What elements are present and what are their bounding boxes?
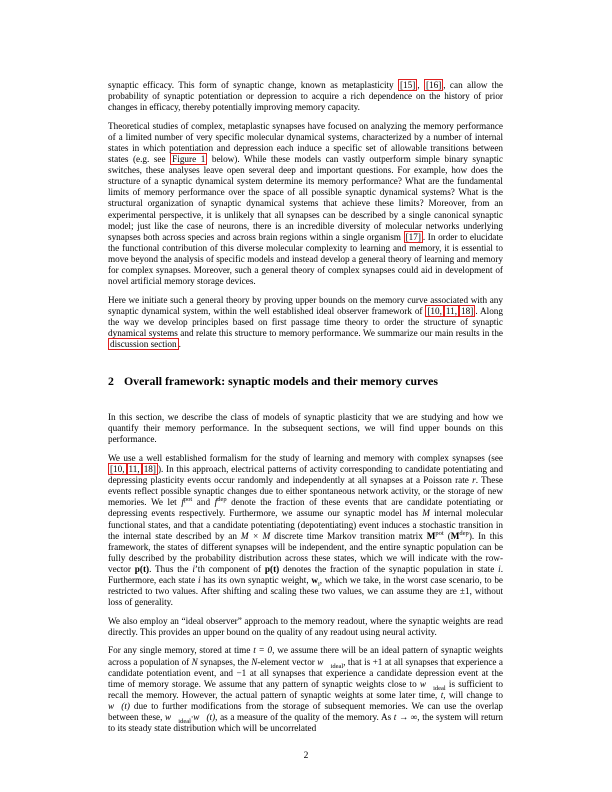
text: below). While these models can vastly outperform simple binary synaptic switches, these analyses leave open several deep and important questions. For example, how does the structure of a synaptic dynamical system determine its memory performance? What are the fundamental limits of memory performance over the space of all possible synaptic dynamical systems? What is the structural organization of synaptic dynamical systems that achieve these limits? Moreover, from an experimental perspective, it is unlikely that all synapses can be described by a single canonical synaptic model; just like the case of neurons, there is an incredible diversity of molecular networks underlying synapses both across species and across brain regions within a single organism: [108, 154, 503, 242]
paragraph-single-memory: [108, 645, 503, 734]
text: internal molecular functional states, and that a candidate potentiating (depotentiating) event induces a stochastic transition in the internal state described by an: [108, 508, 504, 541]
citation-link[interactable]: [17]: [405, 231, 421, 242]
text: ). In this framework, the states of different synapses will be independent, and the entire synaptic population can be fully described by the probability distribution across these states, which we will indicate with the row-vector: [108, 530, 504, 574]
text: For any single memory, stored at time: [108, 645, 254, 656]
text: -element vector: [257, 656, 318, 667]
paragraph-theoretical-studies: [108, 121, 503, 287]
math: w⃗: [165, 712, 179, 722]
math: M: [450, 530, 460, 541]
figure-link[interactable]: Figure 1: [172, 154, 206, 165]
math: N: [251, 656, 258, 667]
text: Theoretical studies of complex, metaplastic synapses have focused on analyzing the memory performance of a limited number of very specific molecular dynamical systems, characterized by a number of internal states in which potentiation and depression each induce a specific set of allowable transitions between states (e.g. see: [108, 120, 503, 165]
math-sup: dep: [459, 529, 469, 537]
text: , which we take, in the worst case scenario, to be restricted to two values. After shifting and scaling these two values, we can assume they are ±1, without loss of generality.: [108, 574, 504, 608]
text: . Thus the: [149, 563, 193, 574]
math: r: [472, 475, 476, 486]
math: ·w⃗(t): [190, 712, 216, 722]
citation-link[interactable]: 18]: [461, 305, 474, 316]
math-sub: i: [317, 580, 320, 588]
citation-link[interactable]: [10,: [427, 305, 442, 316]
citation-link[interactable]: [16]: [425, 80, 442, 90]
text: , we assume there will be an ideal pattern of synaptic weights across a population of: [108, 645, 503, 667]
math: w⃗: [419, 678, 434, 689]
page-body: [108, 80, 503, 742]
math: p(t): [134, 563, 150, 574]
text: is sufficient to recall the memory. However, the actual pattern of synaptic weights at some later time,: [108, 678, 503, 700]
math-sup: pot: [183, 496, 193, 504]
text: , can allow the probability of synaptic potentiation or depression to acquire a rich dependence on the history of prior changes in efficacy, thereby potentially improving memory capacity.: [108, 80, 504, 113]
math-sub: ideal: [433, 684, 446, 692]
section-number: 2: [108, 374, 114, 389]
text: ’th component of: [194, 563, 265, 574]
math: p(t): [264, 563, 280, 574]
math: t: [440, 689, 444, 700]
text: and: [192, 497, 215, 508]
text: due to further modifications from the storage of subsequent memories. We can use the overlap between these,: [108, 700, 503, 722]
section-heading: [108, 374, 503, 388]
text: synaptic efficacy. This form of synaptic change, known as metaplasticity: [108, 80, 398, 90]
text: discrete time Markov transition matrix: [270, 530, 427, 541]
citation-link[interactable]: [10,: [110, 464, 125, 475]
paragraph-general-theory: [108, 295, 503, 350]
text: . These events reflect possible synaptic changes due to either spontaneous network activity, or the storage of new memories. We let: [108, 475, 503, 508]
citation-link[interactable]: 11,: [128, 464, 140, 475]
math: t → ∞: [393, 712, 418, 722]
text: We use a well established formalism for the study of learning and memory with complex synapses (see: [108, 452, 503, 463]
citation-link[interactable]: [15]: [400, 80, 416, 90]
math: t = 0: [253, 645, 273, 656]
text: , will change to: [443, 689, 503, 700]
math: i: [498, 563, 501, 574]
text: , the system will return to its steady state distribution which will be uncorrelated: [108, 712, 503, 734]
text: ,: [417, 80, 424, 90]
math: M × M: [240, 530, 271, 541]
text: denote the fraction of these events that are candidate potentiating or depressing events respectively. Furthermore, we assume our synaptic model has: [108, 497, 504, 519]
math: w⃗(t): [108, 700, 130, 711]
text: ). In this approach, electrical patterns of activity corresponding to candidate potentiating and depressing plasticity events occur randomly and independently at all synapses at a Poisson rate: [108, 464, 503, 486]
citation-link[interactable]: 18]: [143, 464, 156, 475]
paragraph-section-intro: In this section, we describe the class of models of synaptic plasticity that we are studying and how we quantify their memory performance. In the subsequent sections, we will find upper bounds on this performance.: [108, 412, 503, 445]
math-sub: ideal: [178, 717, 191, 725]
math: w: [311, 574, 318, 585]
math: w⃗: [317, 656, 331, 667]
math: f: [214, 497, 218, 508]
math: i: [192, 563, 195, 574]
math: f: [181, 497, 184, 508]
math: M: [422, 508, 430, 519]
math: N: [191, 656, 198, 667]
text: . In order to elucidate the functional contribution of this diverse molecular complexity to learning and memory, it is essential to move beyond the analysis of specific models and instead develop a general theory of learning and memory for complex synapses. Moreover, such a general theory of complex synapses could aid in development of novel artificial memory storage devices.: [108, 231, 503, 287]
math-sup: pot: [435, 529, 444, 537]
section-title: Overall framework: synaptic models and their memory curves: [124, 374, 438, 389]
text: . Along the way we develop principles based on first passage time theory to order the structure of synaptic dynamical systems and relate this structure to memory performance. We summarize our main results in the: [108, 305, 503, 338]
section-link[interactable]: discussion section: [110, 339, 177, 350]
text: .: [178, 339, 181, 350]
text: . Furthermore, each state: [108, 563, 503, 585]
paragraph-ideal-observer: We also employ an “ideal observer” approach to the memory readout, where the synaptic weights are read directly. This provides an upper bound on the quality of any readout using neural activity.: [108, 615, 503, 637]
paragraph-metaplasticity: [108, 80, 503, 113]
paragraph-formalism: [108, 453, 503, 608]
math-sup: dep: [217, 496, 227, 504]
math: i: [197, 574, 201, 585]
text: synapses, the: [197, 656, 252, 667]
text: denotes the fraction of the synaptic population in state: [279, 563, 499, 574]
math: M: [426, 530, 436, 541]
text: , that is +1 at all synapses that experience a candidate potentiation event, and −1 at all synapses that experience a candidate depression event at the time of memory storage. We assume that any pattern of synaptic weights close to: [108, 656, 503, 689]
text: (: [443, 530, 451, 541]
text: has its own synaptic weight,: [200, 574, 312, 585]
text: , as a measure of the quality of the memory. As: [215, 712, 394, 722]
citation-link[interactable]: 11,: [445, 305, 458, 316]
page-number: 2: [303, 751, 309, 761]
math-sub: ideal: [330, 662, 344, 670]
text: Here we initiate such a general theory by proving upper bounds on the memory curve associated with any synaptic dynamical system, within the well established ideal observer framework of: [108, 294, 503, 316]
